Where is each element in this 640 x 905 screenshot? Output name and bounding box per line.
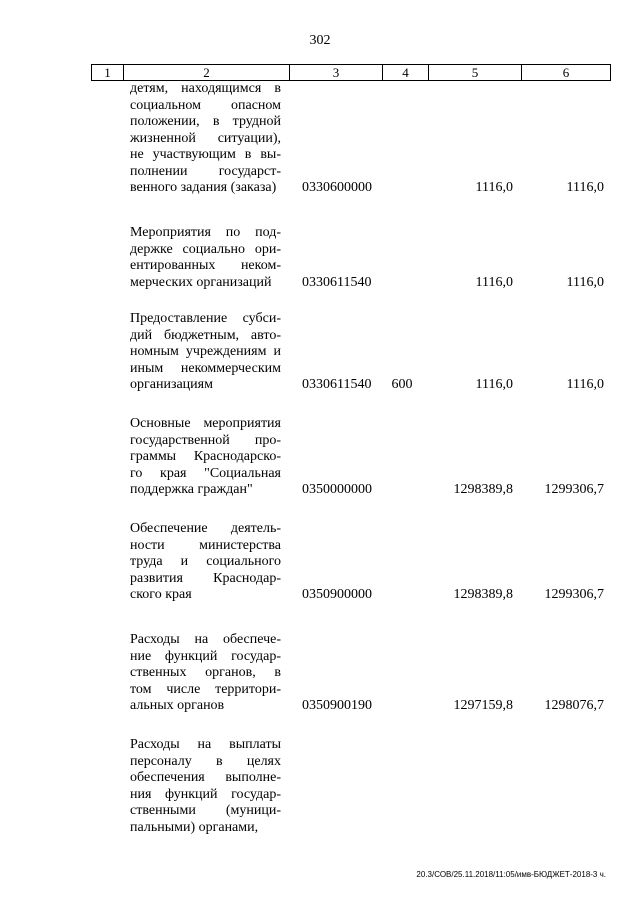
description-line: развития Краснодар- bbox=[130, 570, 281, 586]
description-line: го края "Социальная bbox=[130, 465, 281, 481]
description-line: пальными) органами, bbox=[130, 819, 259, 835]
amount-2019-cell: 1116,0 bbox=[475, 180, 513, 195]
amount-2020-cell: 1299306,7 bbox=[544, 587, 604, 602]
header-col-2: 2 bbox=[124, 65, 290, 80]
row-description bbox=[130, 311, 281, 394]
description-line: Предоставление субси- bbox=[130, 311, 281, 326]
description-line: организациям bbox=[130, 377, 213, 392]
header-col-5: 5 bbox=[429, 65, 522, 80]
description-line: ности министерства bbox=[130, 537, 281, 553]
description-line: Мероприятия по под- bbox=[130, 225, 281, 240]
amount-2020-cell: 1116,0 bbox=[566, 180, 604, 195]
row-description bbox=[130, 521, 281, 604]
description-line: ние функций государ- bbox=[130, 648, 281, 664]
row-description bbox=[130, 632, 281, 715]
amount-2020-cell: 1116,0 bbox=[566, 274, 604, 290]
header-col-4: 4 bbox=[383, 65, 429, 80]
amount-2020-cell: 1299306,7 bbox=[544, 482, 604, 497]
code-cell: 0350900190 bbox=[302, 698, 372, 713]
footer-note: 20.3/СОВ/25.11.2018/11:05/имв-БЮДЖЕТ-2018-3 ч. bbox=[416, 870, 606, 879]
description-line: ния функций государ- bbox=[130, 786, 281, 802]
description-line: венного задания (заказа) bbox=[130, 180, 277, 195]
description-line: иным некоммерческим bbox=[130, 360, 281, 376]
table-header bbox=[91, 64, 611, 81]
amount-2019-cell: 1297159,8 bbox=[453, 698, 513, 713]
row-description bbox=[130, 81, 281, 197]
code-cell: 0350900000 bbox=[302, 587, 372, 602]
description-line: персоналу в целях bbox=[130, 753, 281, 769]
amount-2019-cell: 1116,0 bbox=[475, 274, 513, 290]
expense-type-cell: 600 bbox=[391, 377, 413, 392]
description-line: Расходы на выплаты bbox=[130, 737, 281, 752]
row-description bbox=[130, 416, 281, 499]
description-line: номным учреждениям и bbox=[130, 344, 281, 359]
description-line: том числе территори- bbox=[130, 681, 281, 697]
amount-2020-cell: 1116,0 bbox=[566, 377, 604, 392]
description-line: ственными (муници- bbox=[130, 803, 281, 818]
description-line: государственной про- bbox=[130, 432, 281, 448]
description-line: положении, в трудной bbox=[130, 114, 281, 129]
amount-2019-cell: 1298389,8 bbox=[453, 482, 513, 497]
description-line: ентированных неком- bbox=[130, 258, 281, 273]
description-line: дий бюджетным, авто- bbox=[130, 327, 281, 343]
description-line: Обеспечение деятель- bbox=[130, 521, 281, 536]
header-col-3: 3 bbox=[290, 65, 383, 80]
description-line: труда и социального bbox=[130, 554, 281, 569]
description-line: полнении государст- bbox=[130, 163, 281, 179]
description-line: граммы Краснодарско- bbox=[130, 449, 281, 464]
description-line: не участвующим в вы- bbox=[130, 147, 281, 162]
page-number: 302 bbox=[309, 33, 331, 48]
description-line: социальном опасном bbox=[130, 97, 281, 113]
description-line: Основные мероприятия bbox=[130, 416, 281, 431]
description-line: держке социально ори- bbox=[130, 241, 281, 257]
header-col-6: 6 bbox=[562, 65, 570, 80]
description-line: ского края bbox=[130, 587, 192, 602]
description-line: ственных органов, в bbox=[130, 665, 281, 680]
amount-2020-cell: 1298076,7 bbox=[544, 698, 604, 713]
row-description bbox=[130, 737, 281, 836]
description-line: мерческих организаций bbox=[130, 274, 272, 290]
description-line: поддержка граждан" bbox=[130, 482, 253, 497]
description-line: обеспечения выполне- bbox=[130, 770, 281, 785]
description-line: Расходы на обеспече- bbox=[130, 632, 281, 647]
header-col-1: 1 bbox=[92, 65, 124, 80]
amount-2019-cell: 1298389,8 bbox=[453, 587, 513, 602]
description-line: жизненной ситуации), bbox=[130, 130, 281, 146]
amount-2019-cell: 1116,0 bbox=[475, 377, 513, 392]
code-cell: 0330611540 bbox=[302, 274, 372, 290]
code-cell: 0330611540 bbox=[302, 377, 372, 392]
code-cell: 0330600000 bbox=[302, 180, 372, 195]
description-line: детям, находящимся в bbox=[130, 81, 281, 96]
code-cell: 0350000000 bbox=[302, 482, 372, 497]
row-description bbox=[130, 225, 281, 291]
description-line: альных органов bbox=[130, 698, 225, 713]
